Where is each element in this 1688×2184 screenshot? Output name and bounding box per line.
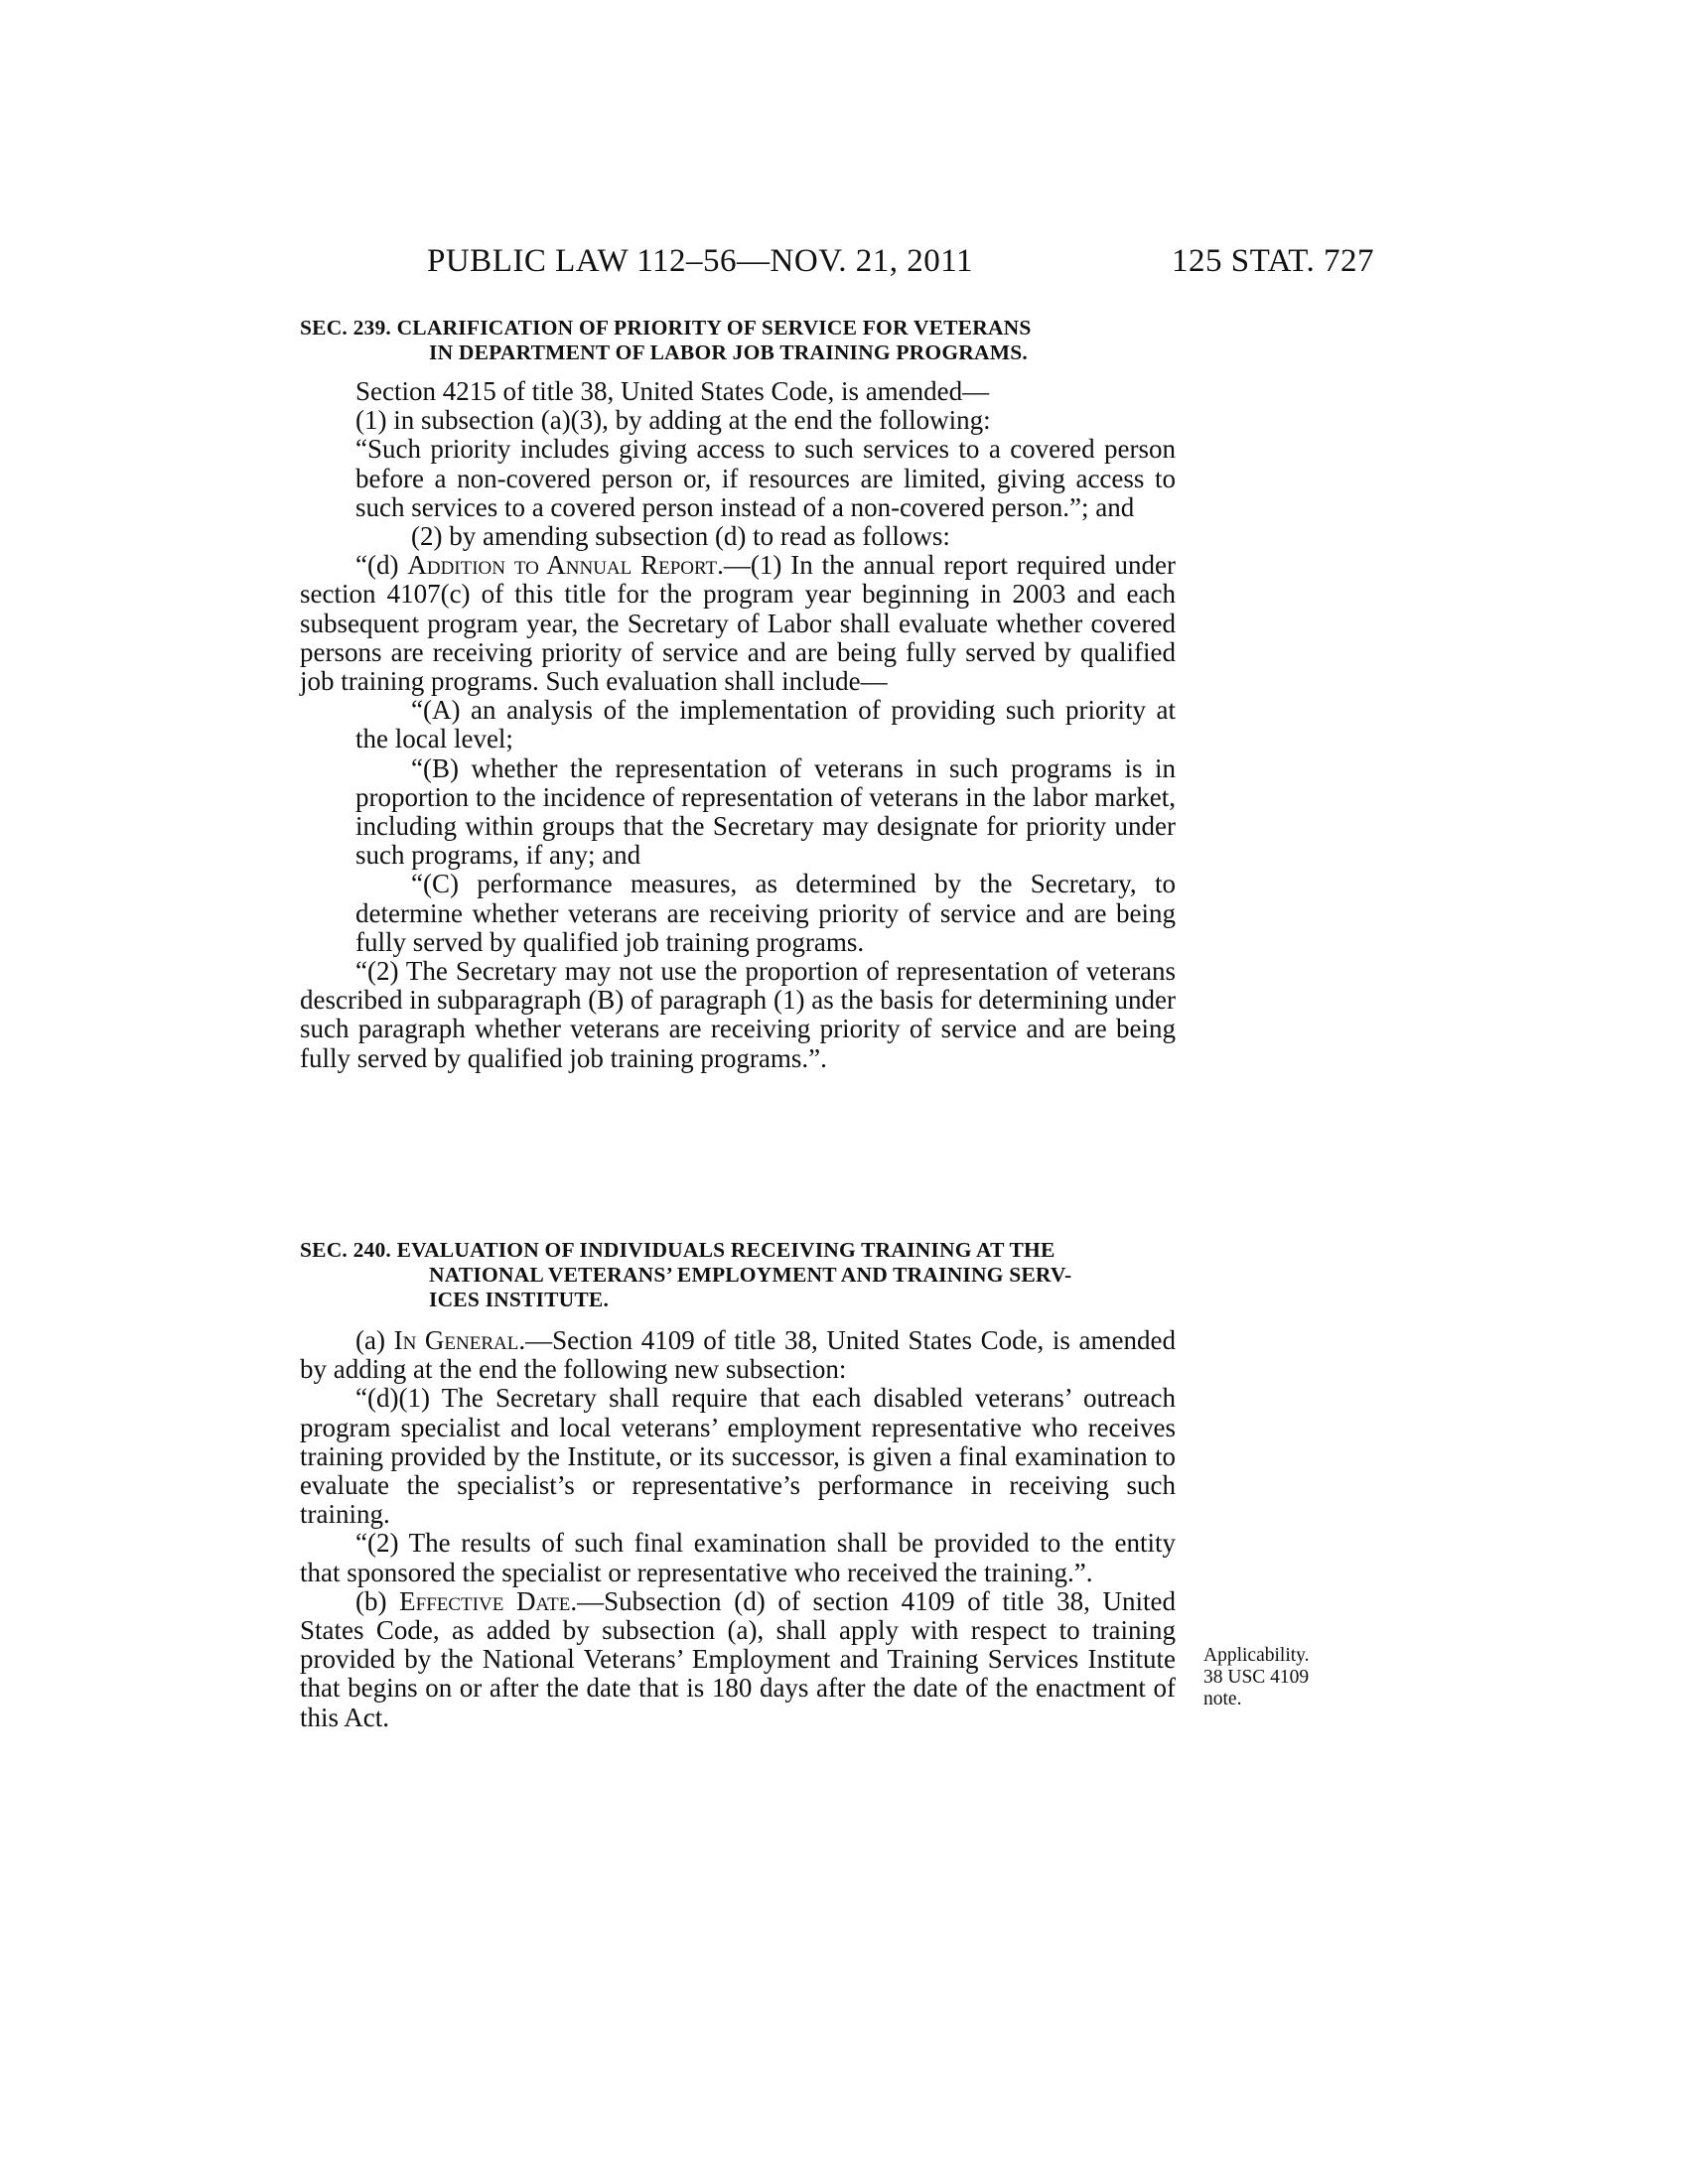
- section-239-heading: SEC. 239. CLARIFICATION OF PRIORITY OF SERVICE FOR VETERANS IN DEPARTMENT OF LABOR JOB TRAINING PROGRAMS.: [300, 316, 1032, 364]
- subsection-b: (b) Effective Date.—Subsection (d) of section 4109 of title 38, United States Code, as added by subsection (a), shall apply with respect to training provided by the National Veterans’ Employment and Training Services Institute that begins on or after the date that is 180 days after the date of the enactment of this Act.: [300, 1585, 1176, 1732]
- paragraph-2: “(2) The Secretary may not use the proportion of representation of veterans described in subparagraph (B) of paragraph (1) as the basis for determining under such paragraph whether veterans are receiving priority of service and are being fully served by qualified job training programs.”.: [300, 956, 1176, 1073]
- margin-note-applicability: Applicability.: [1203, 1645, 1310, 1666]
- subparagraph-a: “(A) an analysis of the implementation of providing such priority at the local level;: [355, 695, 1176, 754]
- subparagraph-b: “(B) whether the representation of veterans in such programs is in proportion to the incidence of representation of veterans in the labor market, including within groups that the Secretary may designate for priority under such programs, if any; and: [355, 752, 1176, 871]
- section-239-intro: Section 4215 of title 38, United States Code, is amended—: [355, 376, 990, 406]
- margin-note: [1203, 1645, 1342, 1710]
- subsection-b-heading: Effective Date: [399, 1585, 571, 1616]
- section-240-heading: SEC. 240. EVALUATION OF INDIVIDUALS RECEIVING TRAINING AT THE NATIONAL VETERANS’ EMPLOYMENT AND TRAINING SERV- ICES INSTITUTE.: [300, 1238, 1072, 1311]
- subsection-a-heading: In General: [393, 1325, 519, 1355]
- margin-note-usc: 38 USC 4109: [1203, 1667, 1310, 1688]
- item-1-quote: “Such priority includes giving access to such services to a covered person before a non-covered person or, if resources are limited, giving access to such services to a covered person instead of a non-covered person.”; and: [355, 434, 1176, 522]
- margin-note-note: note.: [1203, 1689, 1242, 1709]
- public-law-title: PUBLIC LAW 112–56—NOV. 21, 2011: [427, 243, 974, 279]
- new-subsection-d1: “(d)(1) The Secretary shall require that each disabled veterans’ outreach program specialist and local veterans’ employment representative who receives training provided by the Institute, or its successor, is given a final examination to evaluate the specialist’s or representative’s performance in receiving such training.: [300, 1383, 1176, 1530]
- subsection-d-heading: Addition to Annual Report: [407, 550, 718, 581]
- statute-page-number: 125 STAT. 727: [1171, 243, 1374, 279]
- section-240: [300, 1238, 1176, 1732]
- item-1-lead: (1) in subsection (a)(3), by adding at the end the following:: [355, 405, 991, 436]
- subsection-d: “(d) Addition to Annual Report.—(1) In the annual report required under section 4107(c) of this title for the program year beginning in 2003 and each subsequent program year, the Secretary of Labor shall evaluate whether covered persons are receiving priority of service and are being fully served by qualified job training programs. Such evaluation shall include—: [300, 550, 1177, 697]
- section-239: [300, 316, 1176, 1073]
- subparagraph-c: “(C) performance measures, as determined by the Secretary, to determine whether veterans are receiving priority of service and are being fully served by qualified job training programs.: [355, 869, 1176, 957]
- new-subsection-d2: “(2) The results of such final examination shall be provided to the entity that sponsored the specialist or representative who received the training.”.: [300, 1528, 1176, 1587]
- running-head: [298, 243, 1374, 283]
- subsection-a: (a) In General.—Section 4109 of title 38, United States Code, is amended by adding at the end the following new subsection:: [300, 1325, 1176, 1385]
- item-2: (2) by amending subsection (d) to read as follows:: [411, 521, 950, 552]
